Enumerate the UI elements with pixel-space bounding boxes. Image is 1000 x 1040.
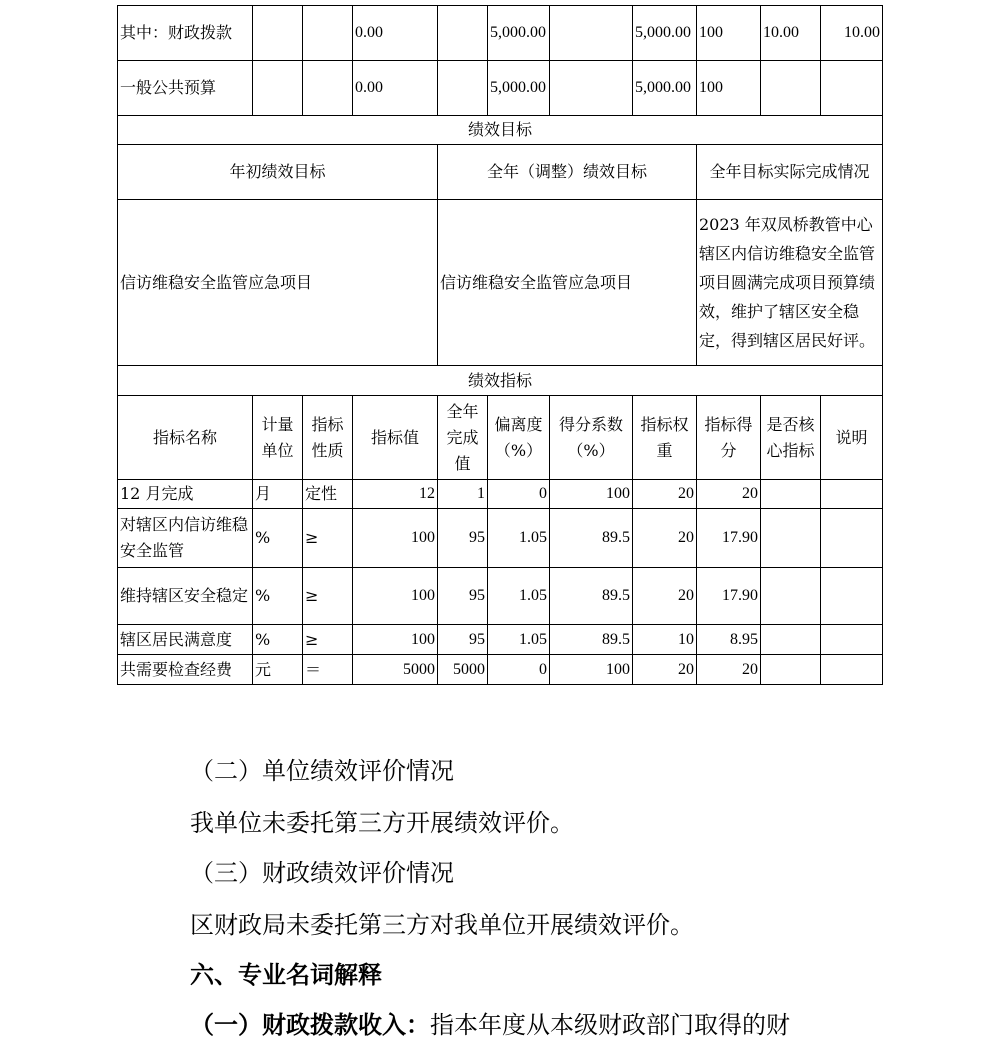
definition-body: 指本年度从本级财政部门取得的财: [430, 1011, 790, 1039]
indicator-core: [761, 655, 821, 685]
indicator-deviation: 1.05: [488, 568, 550, 625]
indicator-name: 辖区居民满意度: [118, 625, 253, 655]
indicator-unit: %: [253, 625, 303, 655]
indicator-coefficient: 100: [550, 480, 633, 509]
indicator-weight: 20: [633, 655, 697, 685]
indicator-deviation: 1.05: [488, 509, 550, 568]
goals-col-initial: 年初绩效目标: [118, 145, 438, 200]
indicator-coefficient: 100: [550, 655, 633, 685]
indicator-target: 5000: [353, 655, 438, 685]
funding-cell: 5,000.00: [488, 6, 550, 61]
header-cell: 指标权重: [633, 396, 697, 480]
indicator-note: [821, 480, 883, 509]
indicator-weight: 10: [633, 625, 697, 655]
indicator-actual: 95: [438, 568, 488, 625]
funding-cell: 10.00: [821, 6, 883, 61]
indicator-score: 20: [697, 655, 761, 685]
indicator-note: [821, 509, 883, 568]
indicator-weight: 20: [633, 509, 697, 568]
indicator-type: ≥: [303, 625, 353, 655]
funding-cell: 0.00: [353, 6, 438, 61]
indicator-core: [761, 568, 821, 625]
funding-cell: [821, 61, 883, 116]
heading-unit-eval: （二）单位绩效评价情况: [190, 757, 454, 785]
indicators-header-row: [118, 396, 883, 480]
indicator-row: [118, 509, 883, 568]
funding-cell: 100: [697, 6, 761, 61]
indicator-name: 12 月完成: [118, 480, 253, 509]
funding-row: [118, 61, 883, 116]
indicator-name: 对辖区内信访维稳安全监管: [118, 509, 253, 568]
indicator-name: 共需要检查经费: [118, 655, 253, 685]
heading-section-six: 六、专业名词解释: [190, 960, 382, 989]
funding-row: [118, 6, 883, 61]
indicator-deviation: 0: [488, 655, 550, 685]
goals-section-title: 绩效目标: [118, 116, 883, 145]
indicator-score: 20: [697, 480, 761, 509]
indicator-deviation: 0: [488, 480, 550, 509]
indicator-core: [761, 625, 821, 655]
header-cell: 偏离度（%）: [488, 396, 550, 480]
indicator-actual: 1: [438, 480, 488, 509]
goals-col-adjusted: 全年（调整）绩效目标: [438, 145, 697, 200]
header-cell: 得分系数（%）: [550, 396, 633, 480]
indicator-deviation: 1.05: [488, 625, 550, 655]
indicator-actual: 95: [438, 625, 488, 655]
funding-cell: 5,000.00: [633, 6, 697, 61]
goal-adjusted: 信访维稳安全监管应急项目: [438, 200, 697, 366]
indicator-type: ≥: [303, 509, 353, 568]
indicator-row: [118, 625, 883, 655]
indicator-name: 维持辖区安全稳定: [118, 568, 253, 625]
indicator-score: 8.95: [697, 625, 761, 655]
indicators-section-title: 绩效指标: [118, 366, 883, 396]
indicator-note: [821, 655, 883, 685]
header-cell: 是否核心指标: [761, 396, 821, 480]
indicator-target: 100: [353, 625, 438, 655]
paragraph-fin-eval: 区财政局未委托第三方对我单位开展绩效评价。: [190, 911, 694, 939]
funding-label: 其中：财政拨款: [118, 6, 253, 61]
indicator-score: 17.90: [697, 509, 761, 568]
goal-initial: 信访维稳安全监管应急项目: [118, 200, 438, 366]
indicator-weight: 20: [633, 568, 697, 625]
funding-cell: [761, 61, 821, 116]
funding-cell: 5,000.00: [488, 61, 550, 116]
indicator-unit: 月: [253, 480, 303, 509]
performance-table: [117, 5, 883, 685]
indicator-actual: 95: [438, 509, 488, 568]
heading-fin-eval: （三）财政绩效评价情况: [190, 859, 454, 887]
header-cell: 说明: [821, 396, 883, 480]
funding-cell: 0.00: [353, 61, 438, 116]
funding-cell: 10.00: [761, 6, 821, 61]
goal-actual: 2023 年双凤桥教管中心辖区内信访维稳安全监管项目圆满完成项目预算绩效，维护了辖区安全稳定，得到辖区居民好评。: [697, 200, 883, 366]
indicator-coefficient: 89.5: [550, 568, 633, 625]
indicator-unit: %: [253, 568, 303, 625]
indicator-weight: 20: [633, 480, 697, 509]
indicator-core: [761, 509, 821, 568]
indicator-coefficient: 89.5: [550, 625, 633, 655]
definition-term: （一）财政拨款收入：: [190, 1010, 430, 1039]
indicator-target: 12: [353, 480, 438, 509]
header-cell: 指标得分: [697, 396, 761, 480]
paragraph-unit-eval: 我单位未委托第三方开展绩效评价。: [190, 809, 574, 837]
indicator-unit: %: [253, 509, 303, 568]
indicator-core: [761, 480, 821, 509]
indicator-actual: 5000: [438, 655, 488, 685]
indicator-unit: 元: [253, 655, 303, 685]
indicator-coefficient: 89.5: [550, 509, 633, 568]
indicator-note: [821, 568, 883, 625]
paragraph-definition: [190, 1005, 790, 1040]
indicator-target: 100: [353, 568, 438, 625]
header-cell: 指标值: [353, 396, 438, 480]
indicator-target: 100: [353, 509, 438, 568]
indicator-type: 定性: [303, 480, 353, 509]
indicator-type: ＝: [303, 655, 353, 685]
indicator-row: [118, 655, 883, 685]
indicator-row: [118, 480, 883, 509]
header-cell: 计量单位: [253, 396, 303, 480]
header-cell: 指标名称: [118, 396, 253, 480]
indicator-row: [118, 568, 883, 625]
funding-cell: 5,000.00: [633, 61, 697, 116]
funding-cell: 100: [697, 61, 761, 116]
header-cell: 指标性质: [303, 396, 353, 480]
indicator-type: ≥: [303, 568, 353, 625]
indicator-score: 17.90: [697, 568, 761, 625]
header-cell: 全年完成值: [438, 396, 488, 480]
indicator-note: [821, 625, 883, 655]
goals-col-actual: 全年目标实际完成情况: [697, 145, 883, 200]
funding-label: 一般公共预算: [118, 61, 253, 116]
